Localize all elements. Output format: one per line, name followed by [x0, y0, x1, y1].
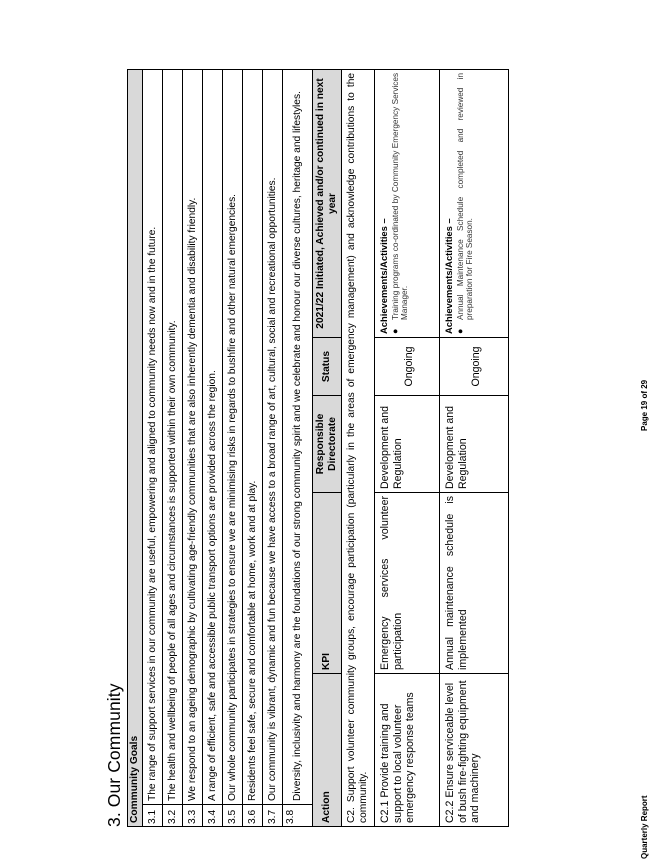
status-cell: Ongoing: [375, 338, 440, 396]
bullet-icon: ●: [454, 328, 465, 334]
table-row: [440, 69, 509, 826]
goal-row: [163, 69, 183, 826]
goal-row: [243, 69, 263, 826]
action-cell: C2.1 Provide training and support to local volunteer emergency response teams: [375, 674, 440, 827]
goal-number: 3.6: [243, 805, 263, 827]
goal-text: The range of support services in our community are useful, empowering and aligned to community needs now and in the future.: [143, 69, 163, 804]
action-cell: C2.2 Ensure serviceable level of bush fire-fighting equipment and machinery: [440, 674, 509, 827]
column-header-row: [313, 69, 342, 826]
directorate-column-header: Responsible Directorate: [313, 396, 342, 493]
status-column-header: Status: [313, 338, 342, 396]
goal-number: 3.7: [263, 805, 283, 827]
goal-text: Diversity, inclusivity and harmony are the foundations of our strong community spirit and we celebrate and honour our diverse cultures, heritage and lifestyles.: [283, 69, 313, 804]
achievement-text: Annual Maintenance Schedule completed and reviewed in preparation for Fire Season.: [455, 72, 474, 320]
achievement-text: Training programs co-ordinated by Community Emergency Services Manager.: [390, 72, 409, 320]
goal-text: A range of efficient, safe and accessible public transport options are provided across the region.: [203, 69, 223, 804]
goal-number: 3.2: [163, 805, 183, 827]
goal-number: 3.3: [183, 805, 203, 827]
achievement-item: [456, 73, 475, 334]
goal-text: Our whole community participates in strategies to ensure we are minimising risks in regards to bushfire and other natural emergencies.: [223, 69, 243, 804]
goals-header-row: [128, 69, 143, 826]
goal-text: Residents feel safe, secure and comfortable at home, work and at play.: [243, 69, 263, 804]
goal-row: [183, 69, 203, 826]
achievements-heading: Achievements/Activities –: [443, 218, 454, 334]
goal-text: We respond to an ageing demographic by cultivating age-friendly communities that are also inherently dementia and disability friendly.: [183, 69, 203, 804]
goal-number: 3.1: [143, 805, 163, 827]
kpi-cell: Emergency services volunteer participation: [375, 493, 440, 674]
goal-text: Our community is vibrant, dynamic and fun because we have access to a broad range of art, cultural, social and recreational opportunities.: [263, 69, 283, 804]
directorate-cell: Development and Regulation: [440, 396, 509, 493]
achievement-item: [391, 73, 410, 334]
goal-row: [203, 69, 223, 826]
bullet-icon: ●: [389, 328, 400, 334]
action-column-header: Action: [313, 674, 342, 827]
goal-text: The health and wellbeing of people of all ages and circumstances is supported within their own community.: [163, 69, 183, 804]
goal-number: 3.8: [283, 805, 313, 827]
community-goals-table: [127, 69, 509, 827]
footer-page-number: Page 19 of 29: [640, 379, 649, 431]
goal-row: [283, 69, 313, 826]
goal-row: [263, 69, 283, 826]
goal-number: 3.4: [203, 805, 223, 827]
achievements-heading: Achievements/Activities –: [378, 218, 389, 334]
footer-report-title: Quarterly Report: [640, 795, 649, 859]
achieved-column-header: 2021/22 Initiated, Achieved and/or continued in next year: [313, 69, 342, 337]
strategy-row: [342, 69, 375, 826]
goal-number: 3.5: [223, 805, 243, 827]
kpi-column-header: KPI: [313, 493, 342, 674]
goals-header: Community Goals: [128, 69, 143, 826]
section-title: 3. Our Community: [104, 683, 124, 827]
goal-row: [143, 69, 163, 826]
goal-row: [223, 69, 243, 826]
achievements-cell: [375, 69, 440, 337]
achievements-cell: [440, 69, 509, 337]
strategy-c2: C2. Support volunteer community groups, encourage participation (particularly in the areas of emergency management) and acknowledge contributions to the community.: [342, 69, 375, 826]
kpi-cell: Annual maintenance schedule is implemented: [440, 493, 509, 674]
table-row: [375, 69, 440, 826]
status-cell: Ongoing: [440, 338, 509, 396]
directorate-cell: Development and Regulation: [375, 396, 440, 493]
